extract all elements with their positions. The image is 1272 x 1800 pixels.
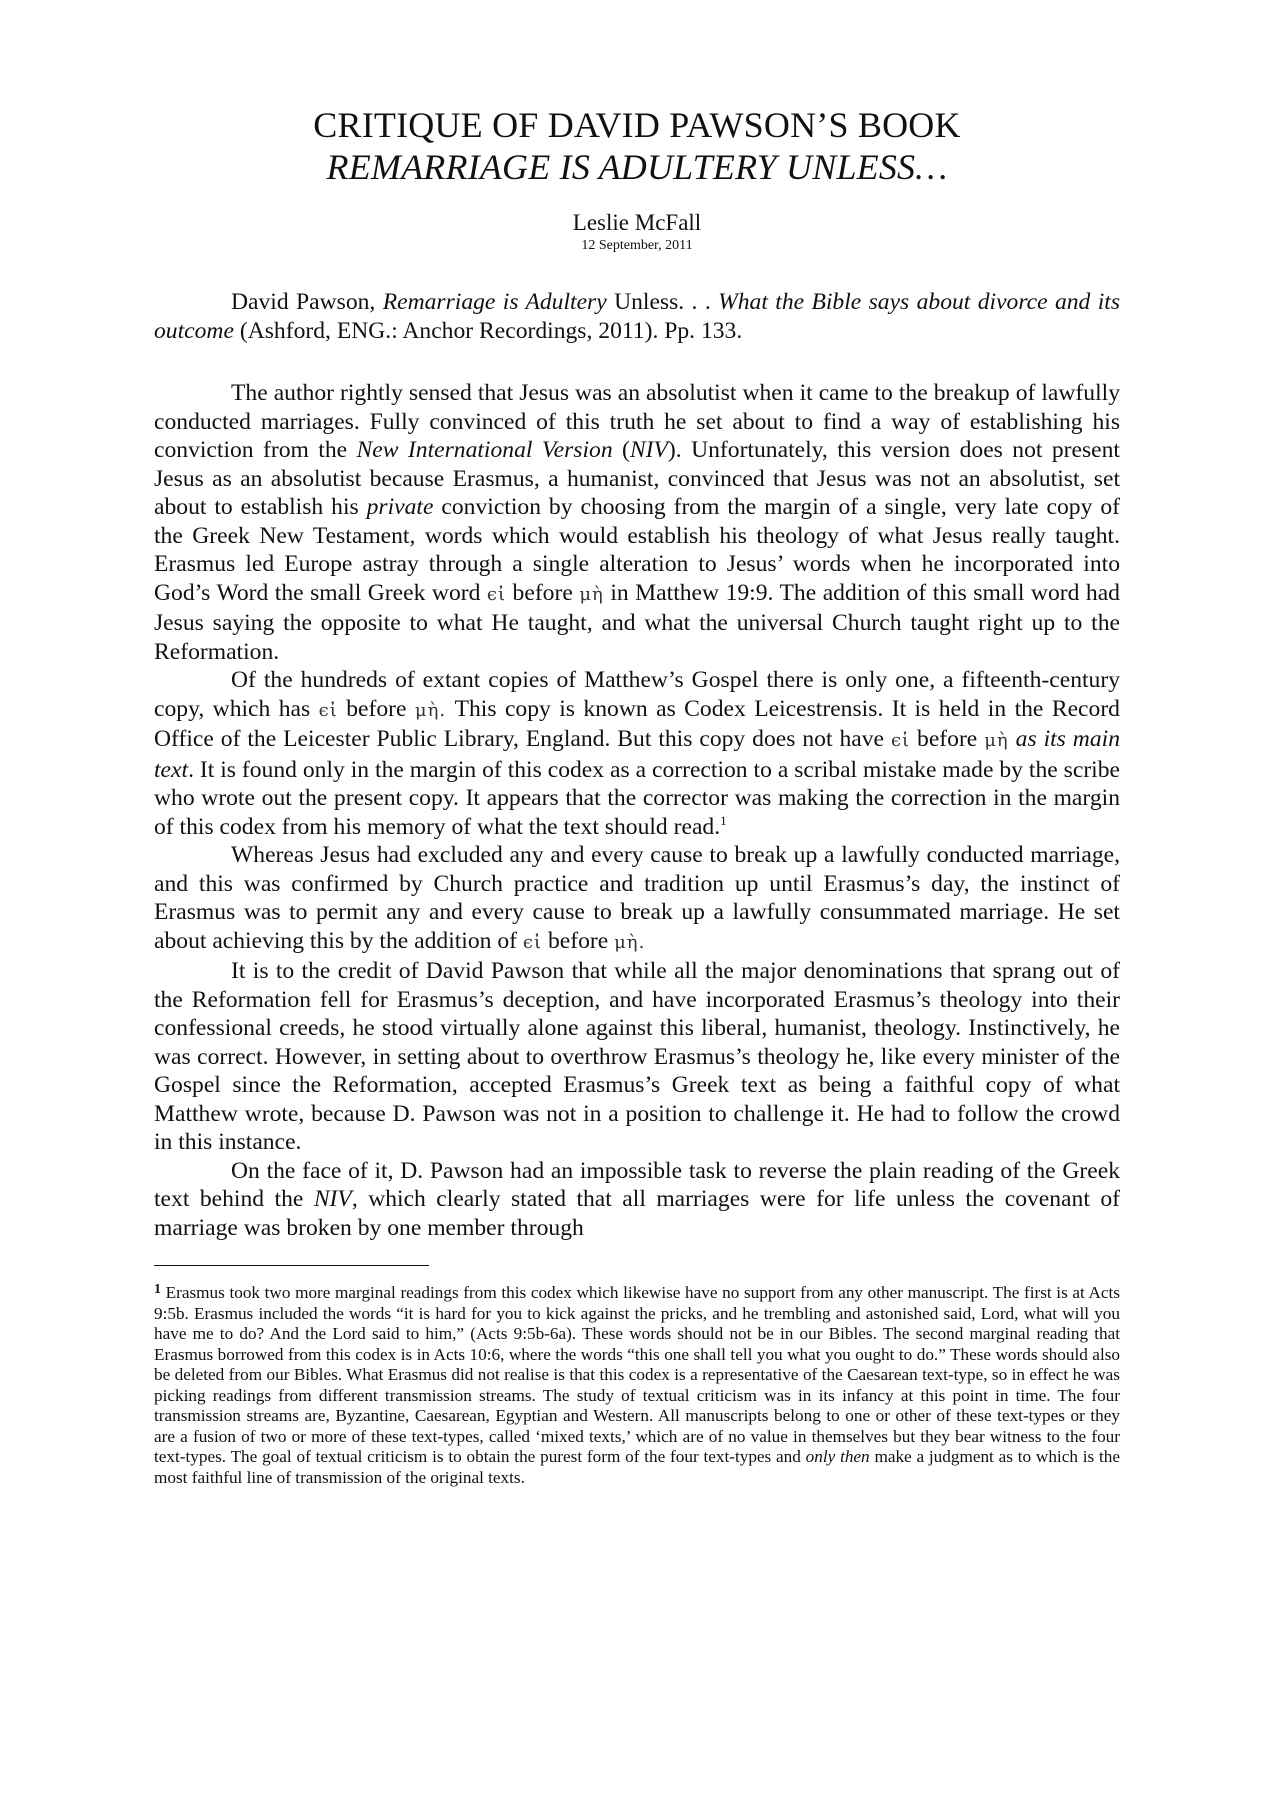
footnote-reference[interactable]: 1 (720, 812, 727, 828)
greek-word-ei: ϵἰ (890, 730, 911, 751)
paragraph-2: Of the hundreds of extant copies of Matthew’s Gospel there is only one, a fifteenth-century copy, which has ϵἰ before μὴ. This copy is known as Codex Leicestrensis. It is held in the Record Office of the Leicester Public Library, England. But this copy does not have ϵἰ before μὴ as its main text. It is found only in the margin of this codex as a correction to a scribal mistake made by the scribe who wrote out the present copy. It appears that the corrector was making the correction in the margin of this codex from his memory of what the text should read.$^1$ (154, 667, 1120, 840)
paragraph-1: The author rightly sensed that Jesus was an absolutist when it came to the breakup of lawfully conducted marriages. Fully convinced of this truth he set about to find a way of establishing his conviction from the New International Version (NIV). Unfortunately, this version does not present Jesus as an absolutist because Erasmus, a humanist, convinced that Jesus was not an absolutist, set about to establish his private conviction by choosing from the margin of a single, very late copy of the Greek New Testament, words which would establish his theology of what Jesus really taught. Erasmus led Europe astray through a single alteration to Jesus’ words when he incorporated into God’s Word the small Greek word ϵἰ before μὴ in Matthew 19:9. The addition of this small word had Jesus saying the opposite to what He taught, and what the universal Church taught right up to the Reformation. (154, 380, 1120, 665)
greek-word-ei: ϵἰ (522, 931, 543, 953)
paragraph-3: Whereas Jesus had excluded any and every cause to break up a lawfully conducted marriage, and this was confirmed by Church practice and tradition up until Erasmus’s day, the instinct of Erasmus was to permit any and every cause to break up a lawfully consummated marriage. He set about achieving this by the addition of ϵἰ before μὴ. (154, 842, 1120, 954)
greek-word-me: μὴ. (414, 699, 447, 721)
greek-word-me: μὴ (984, 730, 1009, 751)
greek-word-me: μὴ (579, 583, 604, 605)
document-page (154, 104, 1120, 1488)
greek-word-ei: ϵἰ (486, 583, 507, 605)
paragraph-4: It is to the credit of David Pawson that while all the major denominations that sprang out of the Reformation fell for Erasmus’s deception, and have incorporated Erasmus’s theology into their confessional creeds, he stood virtually alone against this liberal, humanist, theology. Instinctively, he was correct. However, in setting about to overthrow Erasmus’s theology he, like every minister of the Gospel since the Reformation, accepted Erasmus’s Greek text as being a faithful copy of what Matthew wrote, because D. Pawson was not in a position to challenge it. He had to follow the crowd in this instance. (154, 958, 1120, 1155)
paragraph-5: On the face of it, D. Pawson had an impossible task to reverse the plain reading of the Greek text behind the NIV, which clearly stated that all marriages were for life unless the covenant of marriage was broken by one member through (154, 1157, 1120, 1241)
document-title (154, 104, 1120, 188)
greek-word-me: μὴ. (614, 931, 646, 953)
footnote-divider (154, 1265, 429, 1266)
title-line-1: CRITIQUE OF DAVID PAWSON’S BOOK (313, 105, 961, 145)
author-name: Leslie McFall (572, 210, 702, 235)
title-line-2: REMARRIAGE IS ADULTERY UNLESS… (326, 147, 948, 187)
book-citation: David Pawson, Remarriage is Adultery Unless. . . What the Bible says about divorce and its outcome (Ashford, ENG.: Anchor Recordings, 2011). Pp. 133. (154, 289, 1121, 344)
footnote-1: $^1$ Erasmus took two more marginal readings from this codex which likewise have no support from any other manuscript. The first is at Acts 9:5b. Erasmus included the words “it is hard for you to kick against the pricks, and he trembling and astonished said, Lord, what will you have me to do? And the Lord said to him,” (Acts 9:5b-6a). These words should not be in our Bibles. The second marginal reading that Erasmus borrowed from this codex is in Acts 10:6, where the words “this one shall tell you what you ought to do.” These words should also be deleted from our Bibles. What Erasmus did not realise is that this codex is a representative of the Caesarean text-type, so in effect he was picking readings from different transmission streams. The study of textual criticism was in its infancy at this point in time. The four transmission streams are, Byzantine, Caesarean, Egyptian and Western. All manuscripts belong to one or other of these text-types or they are a fusion of two or more of these text-types, called ‘mixed texts,’ which are of no value in themselves but they bear witness to the four text-types. The goal of textual criticism is to obtain the purest form of the four text-types and only then make a judgment as to which is the most faithful line of transmission of the original texts. (154, 1282, 1120, 1487)
footnote-number: 1 (154, 1282, 161, 1297)
document-date: 12 September, 2011 (581, 238, 693, 253)
greek-word-ei: ϵἰ (318, 699, 338, 721)
